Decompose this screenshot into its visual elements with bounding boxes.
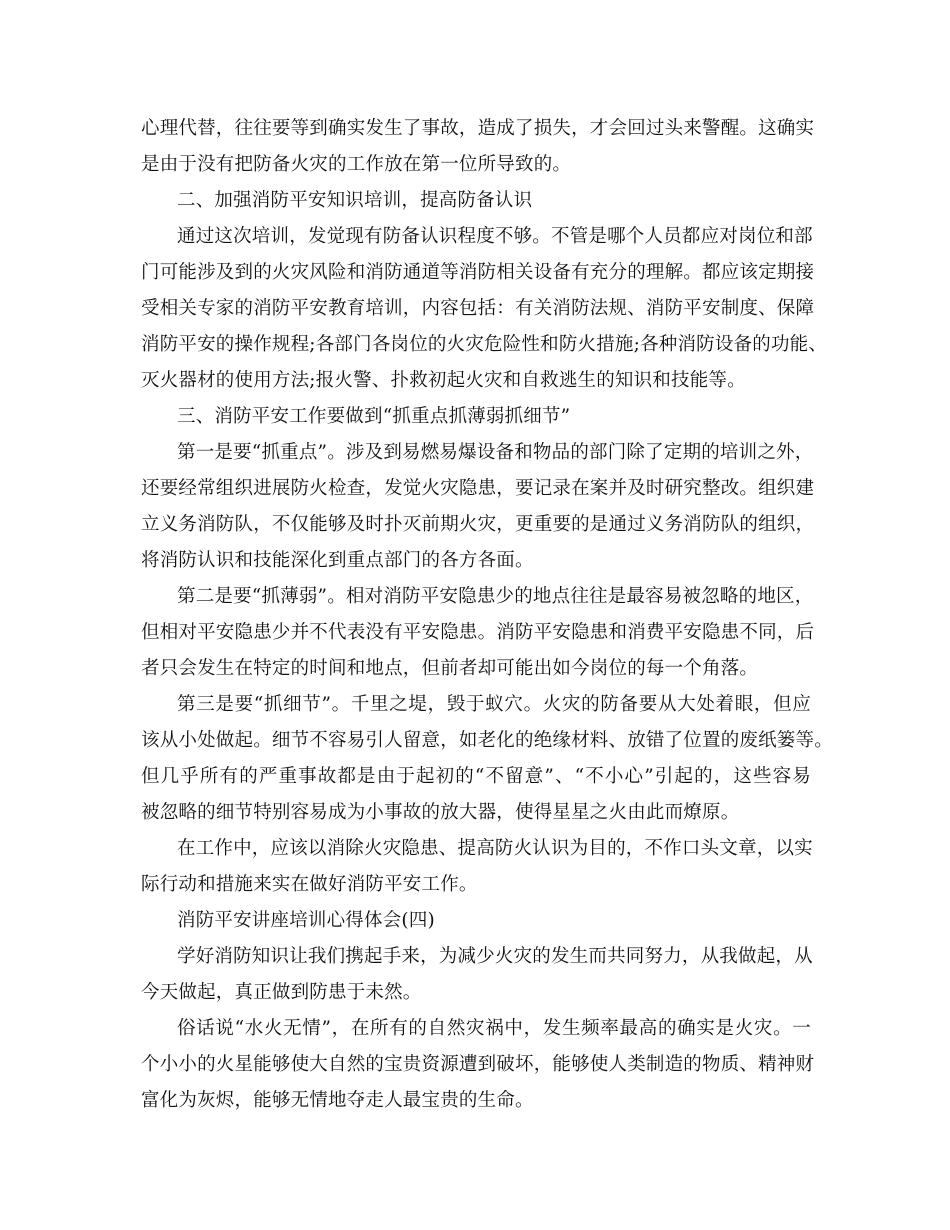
paragraph-line: 该从小处做起。细节不容易引人留意，如老化的绝缘材料、放错了位置的废纸篓等。	[141, 730, 833, 751]
paragraph-line: 还要经常组织进展防火检查，发觉火灾隐患，要记录在案并及时研究整改。组织建	[141, 478, 815, 499]
paragraph-line: 立义务消防队，不仅能够及时扑灭前期火灾，更重要的是通过义务消防队的组织，	[141, 514, 815, 535]
paragraph-line: 第二是要“抓薄弱”。相对消防平安隐患少的地点往往是最容易被忽略的地区，	[177, 586, 814, 607]
paragraph-line: 但相对平安隐患少并不代表没有平安隐患。消防平安隐患和消费平安隐患不同，后	[141, 622, 815, 643]
paragraph-line: 者只会发生在特定的时间和地点，但前者却可能出如今岗位的每一个角落。	[141, 658, 759, 679]
paragraph-line: 将消防认识和技能深化到重点部门的各方各面。	[141, 550, 534, 571]
paragraph-line: 富化为灰烬，能够无情地夺走人最宝贵的生命。	[141, 1090, 534, 1111]
paragraph-line: 际行动和措施来实在做好消防平安工作。	[141, 874, 478, 895]
paragraph-line: 门可能涉及到的火灾风险和消防通道等消防相关设备有充分的理解。都应该定期接	[141, 262, 815, 283]
section-heading: 消防平安讲座培训心得体会(四)	[177, 910, 435, 931]
paragraph-line: 心理代替，往往要等到确实发生了事故，造成了损失，才会回过头来警醒。这确实	[141, 118, 815, 139]
paragraph-line: 第三是要“抓细节”。千里之堤，毁于蚁穴。火灾的防备要从大处着眼，但应	[177, 694, 811, 715]
section-heading: 三、消防平安工作要做到“抓重点抓薄弱抓细节”	[177, 406, 571, 427]
paragraph-line: 今天做起，真正做到防患于未然。	[141, 982, 422, 1003]
paragraph-line: 第一是要“抓重点”。涉及到易燃易爆设备和物品的部门除了定期的培训之外，	[177, 442, 814, 463]
paragraph-line: 在工作中，应该以消除火灾隐患、提高防火认识为目的，不作口头文章，以实	[177, 838, 813, 859]
paragraph-line: 通过这次培训，发觉现有防备认识程度不够。不管是哪个人员都应对岗位和部	[177, 226, 813, 247]
paragraph-line: 受相关专家的消防平安教育培训，内容包括：有关消防法规、消防平安制度、保障	[141, 298, 815, 319]
paragraph-line: 但几乎所有的严重事故都是由于起初的“不留意”、“不小心”引起的，这些容易	[141, 766, 811, 787]
paragraph-line: 灭火器材的使用方法;报火警、扑救初起火灾和自救逃生的知识和技能等。	[141, 370, 746, 391]
paragraph-line: 个小小的火星能够使大自然的宝贵资源遭到破坏，能够使人类制造的物质、精神财	[141, 1054, 815, 1075]
paragraph-line: 消防平安的操作规程;各部门各岗位的火灾危险性和防火措施;各种消防设备的功能、	[141, 334, 828, 355]
paragraph-line: 俗话说“水火无情”，在所有的自然灾祸中，发生频率最高的确实是火灾。一	[177, 1018, 811, 1039]
paragraph-line: 被忽略的细节特别容易成为小事故的放大器，使得星星之火由此而燎原。	[141, 802, 740, 823]
section-heading: 二、加强消防平安知识培训，提高防备认识	[177, 190, 533, 211]
paragraph-line: 学好消防知识让我们携起手来，为减少火灾的发生而共同努力，从我做起，从	[177, 946, 813, 967]
paragraph-line: 是由于没有把防备火灾的工作放在第一位所导致的。	[141, 154, 572, 175]
